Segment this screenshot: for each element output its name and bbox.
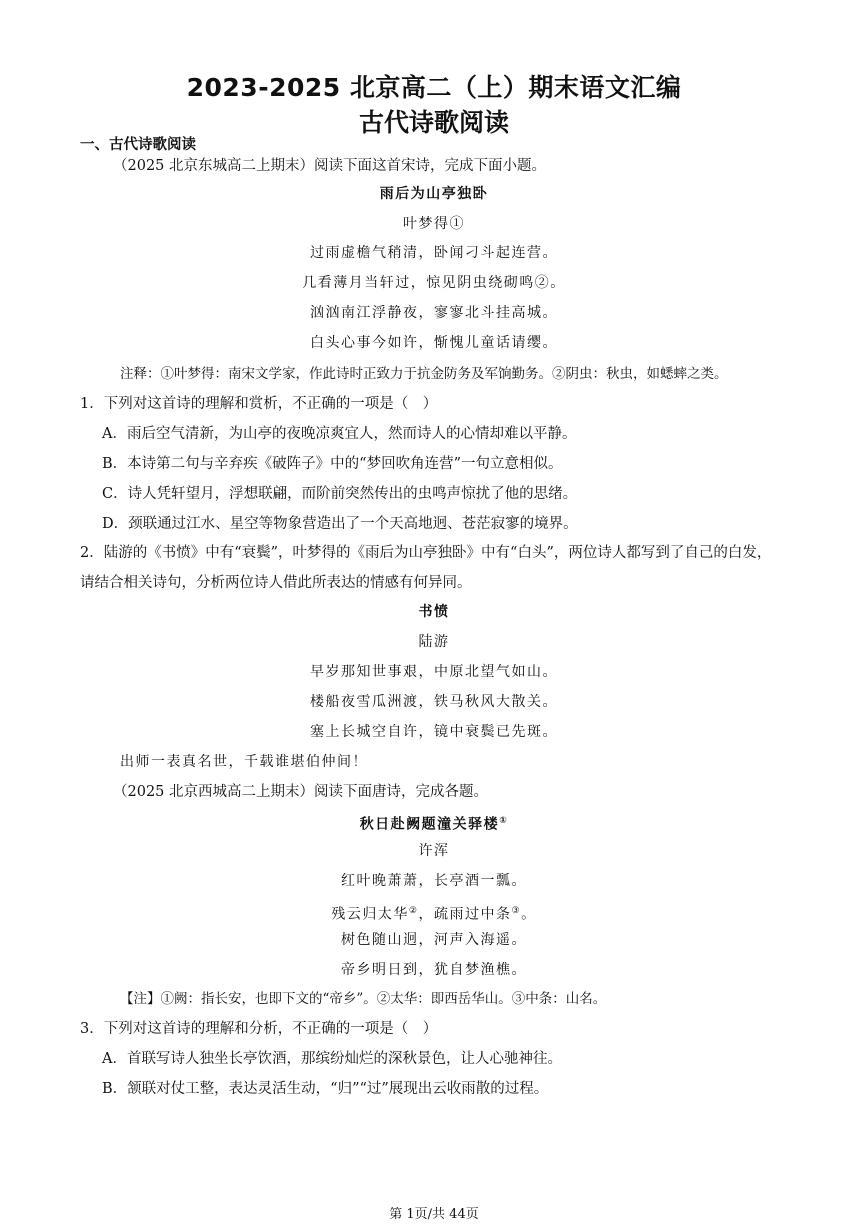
poem-title: 雨后为山亭独卧 xyxy=(379,186,489,202)
page-number: 第 1页/共 44页 xyxy=(389,1207,479,1222)
passage-intro: （2025 北京东城高二上期末）阅读下面这首宋诗，完成下面小题。 xyxy=(113,158,547,174)
poem-author: 叶梦得① xyxy=(403,216,465,232)
poem-author: 许浑 xyxy=(418,843,450,859)
poem-line: 出师一表真名世，千载谁堪伯仲间！ xyxy=(120,754,368,770)
poem-line: 红叶晚萧萧，长亭酒一瓢。 xyxy=(341,873,527,889)
poem-author: 陆游 xyxy=(418,634,450,650)
answer-option: A．雨后空气清新，为山亭的夜晚凉爽宜人，然而诗人的心情却难以平静。 xyxy=(102,426,577,442)
poem-title: 秋日赴阙题潼关驿楼① xyxy=(359,816,509,833)
passage-intro: （2025 北京西城高二上期末）阅读下面唐诗，完成各题。 xyxy=(113,784,489,800)
poem-line: 塞上长城空自许，镜中衰鬓已先斑。 xyxy=(310,724,558,740)
poem-line: 楼船夜雪瓜洲渡，铁马秋风大散关。 xyxy=(310,694,558,710)
answer-option: C．诗人凭轩望月，浮想联翩，而阶前突然传出的虫鸣声惊扰了他的思绪。 xyxy=(102,486,578,502)
poem-line: 树色随山迥，河声入海遥。 xyxy=(341,932,527,948)
poem-line: 残云归太华②，疏雨过中条③。 xyxy=(331,906,537,923)
poem-annotation: 注释：①叶梦得：南宋文学家，作此诗时正致力于抗金防务及军饷勤务。②阴虫：秋虫，如蟋蟀之类。 xyxy=(120,366,728,382)
document-subtitle: 古代诗歌阅读 xyxy=(358,108,509,137)
question-stem: 2．陆游的《书愤》中有“衰鬓”，叶梦得的《雨后为山亭独卧》中有“白头”，两位诗人都写到了自己的白发， xyxy=(80,545,772,561)
poem-line: 过雨虚檐气稍清，卧闻刁斗起连营。 xyxy=(310,245,558,261)
answer-option: A．首联写诗人独坐长亭饮酒，那缤纷灿烂的深秋景色，让人心驰神往。 xyxy=(102,1051,562,1067)
answer-option: D．颈联通过江水、星空等物象营造出了一个天高地迥、苍茫寂寥的境界。 xyxy=(102,516,578,532)
answer-option: B．本诗第二句与辛弃疾《破阵子》中的“梦回吹角连营”一句立意相似。 xyxy=(102,456,563,472)
poem-line: 早岁那知世事艰，中原北望气如山。 xyxy=(310,664,558,680)
poem-line: 白头心事今如许，惭愧儿童话请缨。 xyxy=(310,335,558,351)
poem-annotation: 【注】①阙：指长安，也即下文的“帝乡”。②太华：即西岳华山。③中条：山名。 xyxy=(120,991,607,1007)
section-heading: 一、古代诗歌阅读 xyxy=(80,137,196,153)
question-stem: 3．下列对这首诗的理解和分析，不正确的一项是（ ） xyxy=(80,1021,438,1037)
question-stem-cont: 请结合相关诗句，分析两位诗人借此所表达的情感有何异同。 xyxy=(80,575,472,591)
poem-title: 书愤 xyxy=(418,604,450,620)
poem-line: 帝乡明日到，犹自梦渔樵。 xyxy=(341,962,527,978)
answer-option: B．颔联对仗工整，表达灵活生动，“归”“过”展现出云收雨散的过程。 xyxy=(102,1081,549,1097)
question-stem: 1．下列对这首诗的理解和赏析，不正确的一项是（ ） xyxy=(80,396,438,412)
poem-line: 汹汹南江浮静夜，寥寥北斗挂高城。 xyxy=(310,305,558,321)
document-title: 2023-2025 北京高二（上）期末语文汇编 xyxy=(186,73,682,102)
poem-line: 几看薄月当轩过，惊见阴虫绕砌鸣②。 xyxy=(302,275,566,291)
